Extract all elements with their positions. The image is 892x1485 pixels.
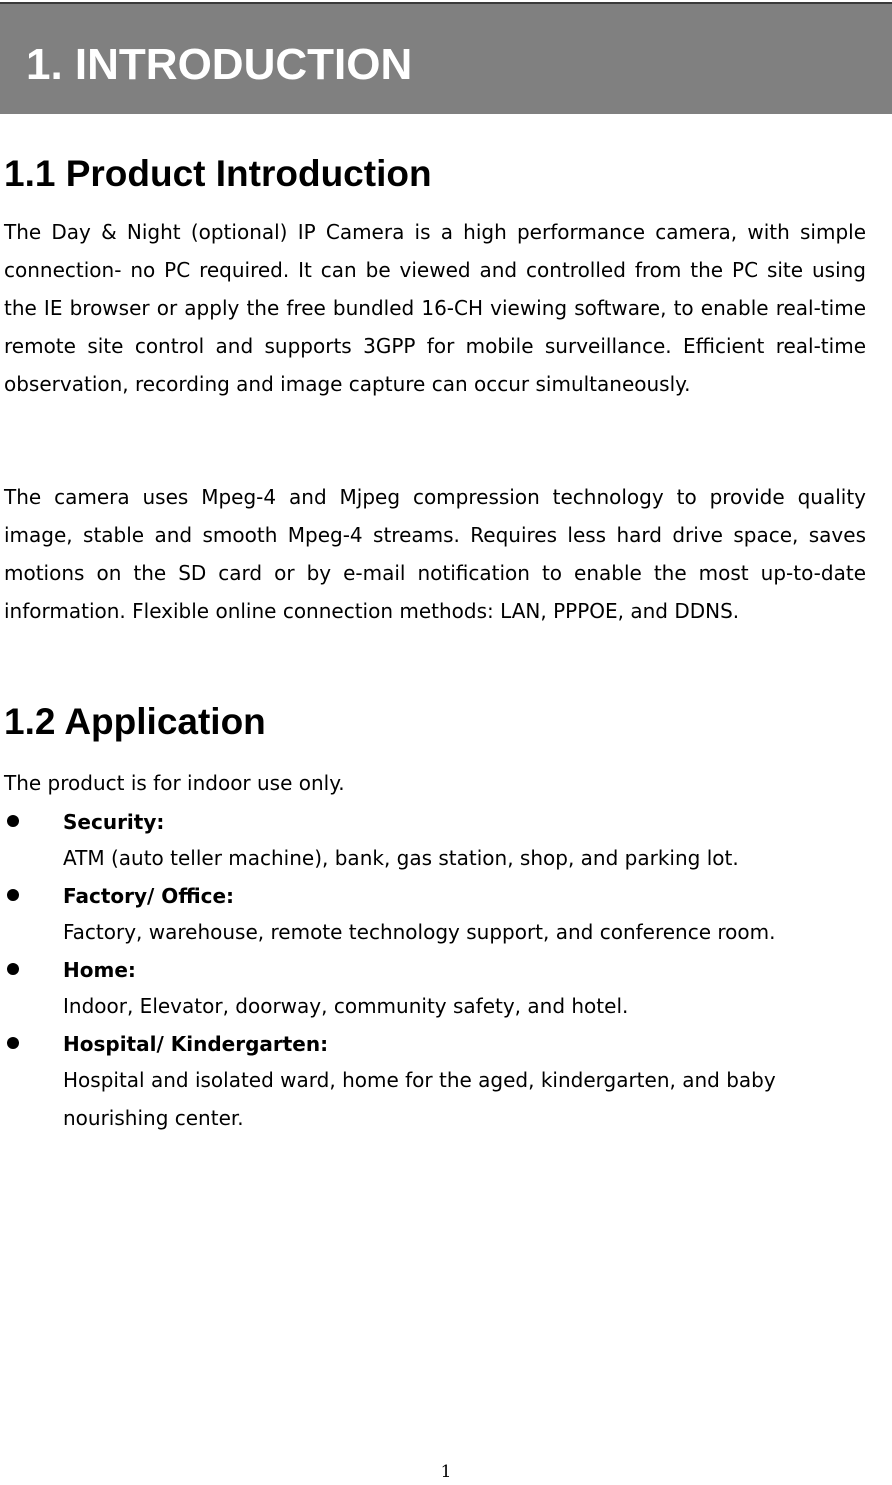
list-item-heading: Home:	[63, 958, 136, 982]
chapter-banner	[0, 2, 892, 114]
list-item-heading: Security:	[63, 810, 165, 834]
page-number: 1	[440, 1462, 452, 1482]
list-item	[0, 805, 892, 877]
section-title-product-introduction: 1.1 Product Introduction	[4, 153, 432, 194]
chapter-title: 1. INTRODUCTION	[26, 40, 413, 89]
list-item	[0, 953, 892, 1025]
bullet-icon	[7, 815, 19, 827]
list-item	[0, 879, 892, 951]
section-title-application: 1.2 Application	[4, 701, 266, 742]
product-intro-paragraph-1: The Day & Night (optional) IP Camera is a high performance camera, with simple connection- no PC required. It can be viewed and controlled from the PC site using the IE browser or apply the free bundled 16-CH viewing software, to enable real-time remote site control and supports 3GPP for mobile surveillance. Efficient real-time observation, recording and image capture can occur simultaneously.	[4, 220, 866, 396]
list-item-text: Indoor, Elevator, doorway, community safety, and hotel.	[63, 994, 629, 1018]
bullet-icon	[7, 889, 19, 901]
list-item-heading: Factory/ Office:	[63, 884, 235, 908]
product-intro-paragraph-2: The camera uses Mpeg-4 and Mjpeg compression technology to provide quality image, stable and smooth Mpeg-4 streams. Requires less hard drive space, saves motions on the SD card or by e-mail notification to enable the most up-to-date information. Flexible online connection methods: LAN, PPPOE, and DDNS.	[4, 485, 866, 623]
list-item-text: Factory, warehouse, remote technology support, and conference room.	[63, 920, 776, 944]
bullet-icon	[7, 963, 19, 975]
list-item	[0, 1027, 892, 1137]
application-list	[0, 805, 892, 1139]
bullet-icon	[7, 1037, 19, 1049]
application-intro: The product is for indoor use only.	[4, 771, 345, 795]
list-item-heading: Hospital/ Kindergarten:	[63, 1032, 329, 1056]
list-item-text: ATM (auto teller machine), bank, gas station, shop, and parking lot.	[63, 846, 739, 870]
list-item-text: Hospital and isolated ward, home for the aged, kindergarten, and baby nourishing center.	[63, 1068, 776, 1130]
